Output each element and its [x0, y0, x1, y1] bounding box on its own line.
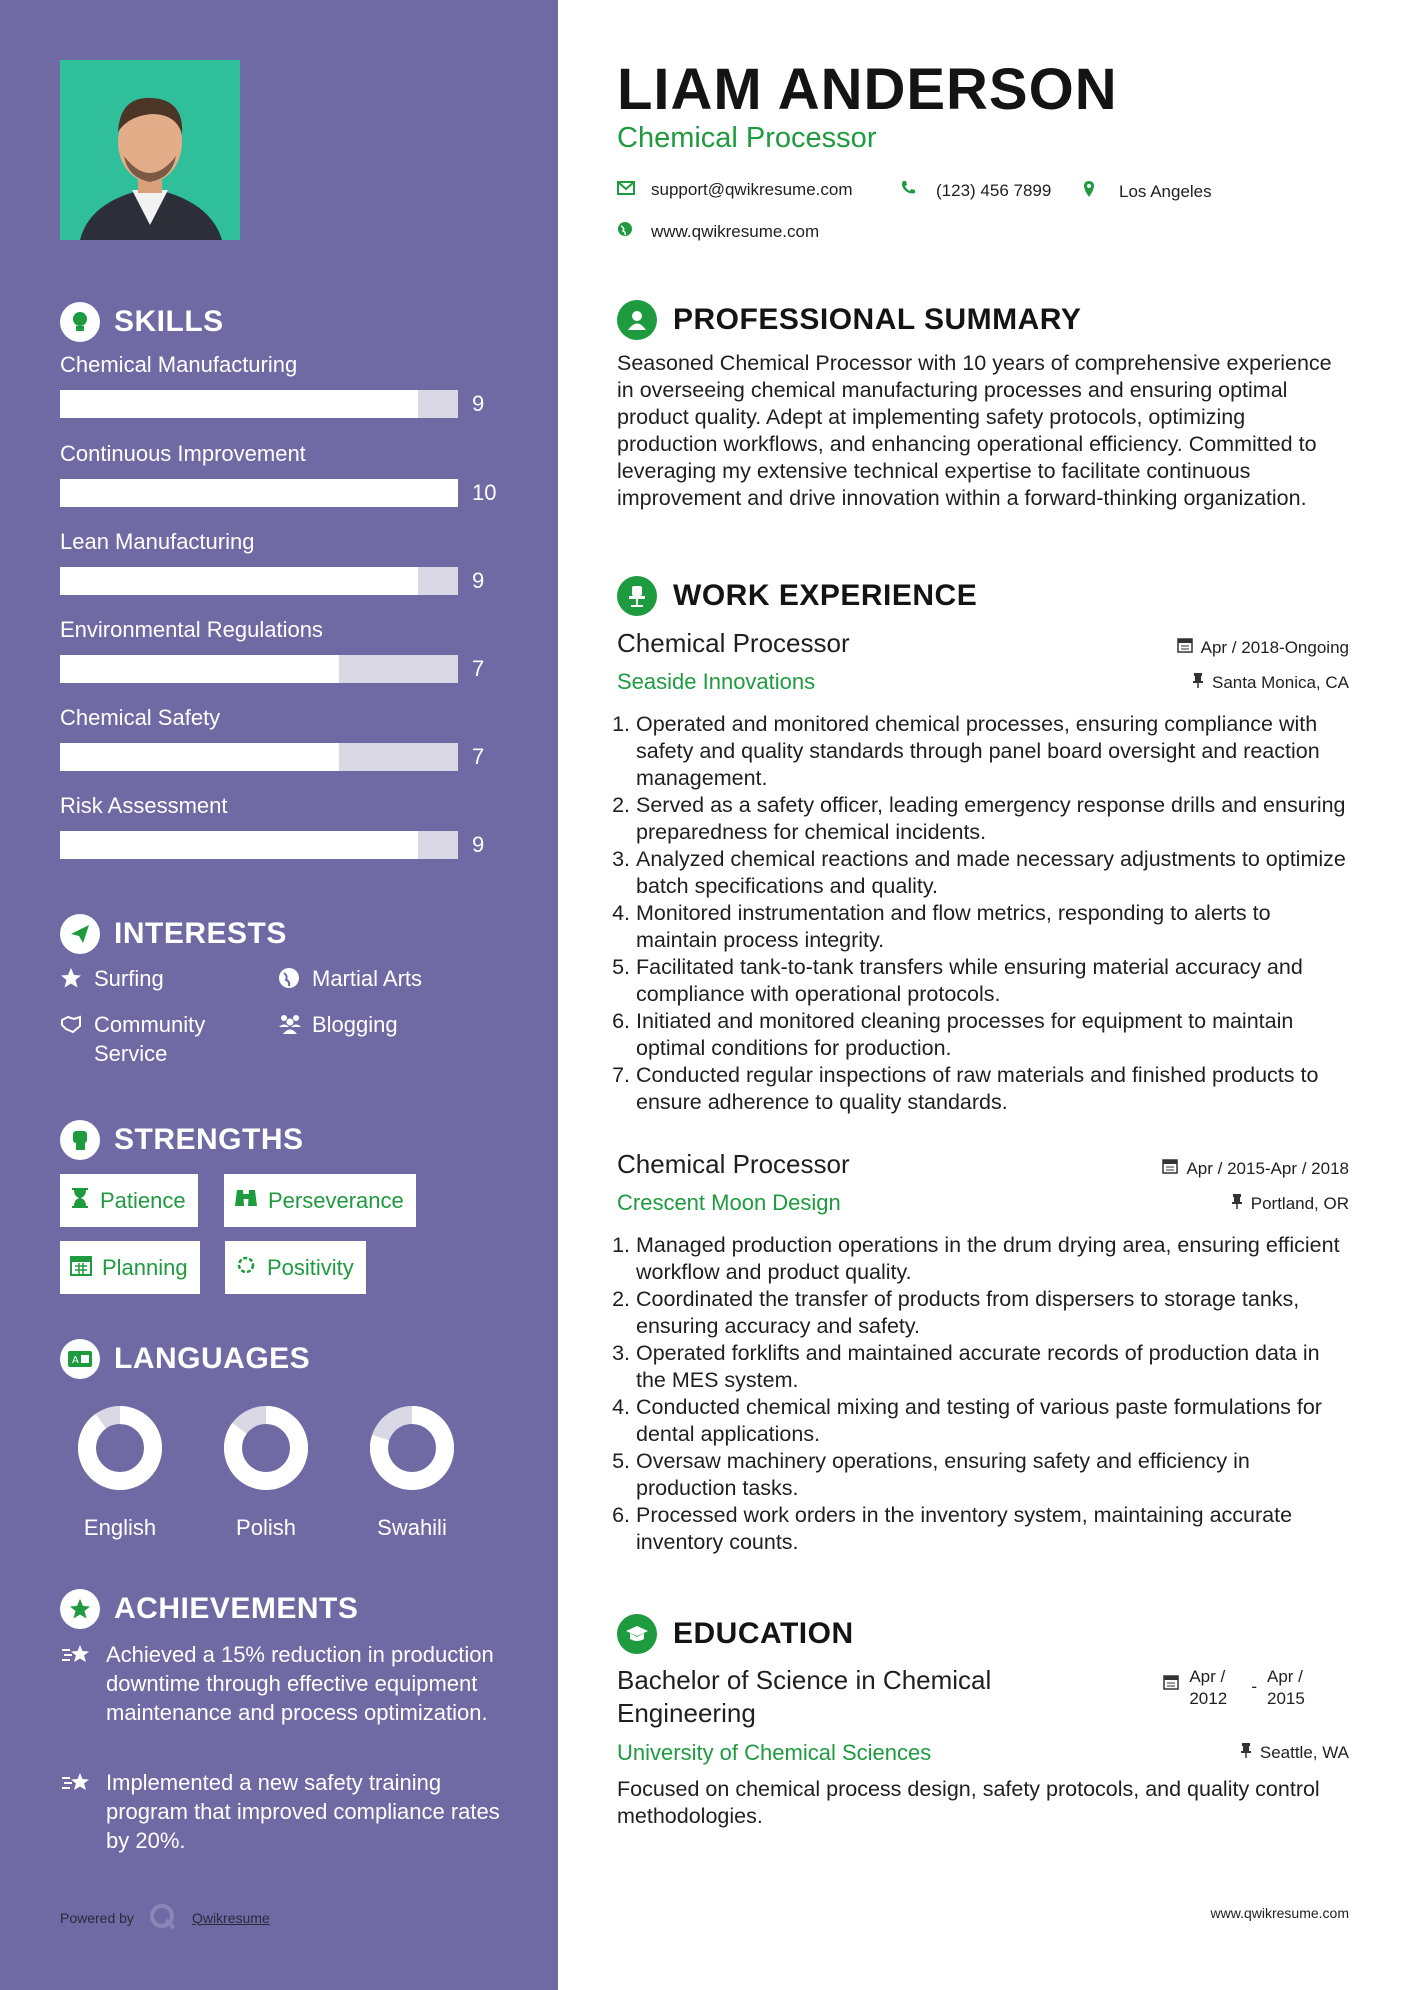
job-dates	[1162, 1158, 1349, 1179]
skills-title: SKILLS	[114, 305, 224, 338]
strength-badge	[60, 1174, 198, 1227]
language-item	[206, 1404, 326, 1541]
main-content	[612, 0, 1349, 1990]
job-bullet: 1. Managed production operations in the drum drying area, ensuring efficient workflow and product quality.	[612, 1233, 1340, 1284]
job-bullet: 5. Oversaw machinery operations, ensuring safety and efficiency in production tasks.	[612, 1449, 1250, 1500]
experience-heading	[617, 576, 977, 616]
skill-bar	[60, 831, 458, 859]
lightbulb-icon	[60, 302, 100, 342]
education-degree: Bachelor of Science in Chemical Engineering	[617, 1665, 992, 1728]
skill-item	[60, 617, 500, 681]
language-donut-fill	[87, 1415, 153, 1481]
contact-location	[1083, 180, 1212, 203]
interest-item	[60, 1010, 260, 1068]
education-end: Apr / 2015	[1267, 1667, 1305, 1708]
job-dates-text: Apr / 2015-Apr / 2018	[1186, 1158, 1349, 1178]
job-bullet: 4. Monitored instrumentation and flow metrics, responding to alerts to maintain process integrity.	[612, 901, 1271, 952]
job-title: Chemical Processor	[617, 1149, 850, 1179]
sun-icon	[235, 1254, 257, 1282]
skill-level: 7	[472, 656, 485, 681]
language-donut	[206, 1404, 326, 1494]
profile-photo-image	[60, 60, 240, 240]
strength-label: Positivity	[267, 1254, 354, 1280]
map-pin-icon	[1083, 180, 1095, 203]
phone-text[interactable]: (123) 456 7899	[936, 180, 1052, 200]
job-bullet: 3. Operated forklifts and maintained accurate records of production data in the MES system.	[612, 1341, 1320, 1392]
skill-name: Continuous Improvement	[60, 441, 306, 466]
skill-level: 10	[472, 480, 497, 505]
skill-bar-fill	[60, 743, 339, 771]
achievement-item	[60, 1768, 500, 1855]
candidate-role: Chemical Processor	[617, 122, 877, 154]
skill-item	[60, 352, 500, 416]
skill-bar	[60, 390, 458, 418]
strength-label: Planning	[102, 1254, 188, 1280]
calendar-icon	[1177, 637, 1193, 658]
shooting-star-icon	[60, 1640, 94, 1727]
powered-by-label: Powered by	[60, 1909, 134, 1926]
experience-title: WORK EXPERIENCE	[673, 579, 978, 612]
skill-name: Chemical Safety	[60, 705, 221, 730]
people-icon	[278, 1010, 302, 1042]
contact-phone	[900, 180, 1051, 201]
summary-text: Seasoned Chemical Processor with 10 years of comprehensive experience in overseeing chemical manufacturing processes and ensuring optimal product quality. Adept at implementing safety protocols, optimizing production workflows, and enhancing operational efficiency. Committed to leveraging my extensive technical expertise to facilitate continuous improvement and drive innovation within a forward-thinking organization.	[617, 351, 1332, 510]
qwikresume-logo-icon	[148, 1902, 178, 1933]
interest-item	[278, 964, 498, 996]
language-name: Swahili	[377, 1515, 447, 1540]
sidebar	[0, 0, 558, 1990]
paper-plane-icon	[60, 914, 100, 954]
skill-level: 9	[472, 568, 485, 593]
phone-icon	[900, 180, 916, 201]
website-text[interactable]: www.qwikresume.com	[651, 221, 820, 241]
date-separator: -	[1251, 1677, 1257, 1696]
languages-title: LANGUAGES	[114, 1342, 311, 1375]
interest-item	[60, 964, 260, 996]
language-icon	[60, 1339, 100, 1379]
skill-item	[60, 529, 500, 593]
strength-label: Patience	[100, 1187, 186, 1213]
interest-label: Community Service	[94, 1012, 206, 1066]
job-location-text: Santa Monica, CA	[1211, 672, 1349, 692]
skill-name: Risk Assessment	[60, 793, 228, 818]
interests-title: INTERESTS	[114, 917, 287, 950]
skill-name: Environmental Regulations	[60, 617, 323, 642]
pushpin-icon	[1231, 1193, 1243, 1214]
strength-badge	[224, 1174, 416, 1227]
achievements-heading	[60, 1589, 358, 1629]
location-text: Los Angeles	[1119, 181, 1212, 201]
skill-bar-fill	[60, 567, 418, 595]
achievement-text: Achieved a 15% reduction in production downtime through effective equipment maintenance and process optimization.	[106, 1642, 494, 1725]
profile-photo	[60, 60, 240, 240]
education-school: University of Chemical Sciences	[617, 1740, 932, 1765]
skill-item	[60, 793, 500, 857]
hourglass-icon	[70, 1187, 90, 1215]
graduation-icon	[617, 1614, 657, 1654]
star-icon	[60, 964, 84, 996]
candidate-name: LIAM ANDERSON	[617, 57, 1118, 122]
job-bullet: 2. Served as a safety officer, leading emergency response drills and ensuring preparedness for chemical incidents.	[612, 793, 1346, 844]
job-dates	[1177, 637, 1349, 658]
job-dates-text: Apr / 2018-Ongoing	[1200, 637, 1349, 657]
job-company: Seaside Innovations	[617, 669, 816, 694]
languages-heading	[60, 1339, 310, 1379]
strengths-title: STRENGTHS	[114, 1123, 304, 1156]
shooting-star-icon	[60, 1768, 94, 1855]
skill-bar-fill	[60, 390, 418, 418]
email-text[interactable]: support@qwikresume.com	[651, 180, 853, 199]
strengths-heading	[60, 1120, 304, 1160]
calendar-icon	[1162, 1158, 1178, 1179]
language-donut	[60, 1404, 180, 1494]
job-company: Crescent Moon Design	[617, 1190, 841, 1215]
job-bullet: 2. Coordinated the transfer of products from dispersers to storage tanks, ensuring accuracy and safety.	[612, 1287, 1300, 1338]
skill-bar	[60, 479, 458, 507]
skill-level: 7	[472, 744, 485, 769]
language-name: Polish	[236, 1515, 296, 1540]
skill-bar	[60, 743, 458, 771]
pushpin-icon	[1240, 1742, 1252, 1763]
job-location	[1231, 1193, 1349, 1214]
calendar-icon	[1163, 1666, 1179, 1710]
skill-bar	[60, 567, 458, 595]
language-name: English	[83, 1515, 157, 1540]
interests-heading	[60, 914, 287, 954]
skills-heading	[60, 302, 224, 342]
powered-by	[60, 1902, 270, 1933]
job-bullet: 4. Conducted chemical mixing and testing of various paste formulations for dental applications.	[612, 1395, 1322, 1446]
job-bullet: 6. Initiated and monitored cleaning processes for equipment to maintain optimal conditions for production.	[612, 1009, 1294, 1060]
handshake-icon	[60, 1010, 84, 1068]
qwikresume-link[interactable]: Qwikresume	[191, 1909, 270, 1926]
calendar-icon	[70, 1254, 92, 1282]
job-title: Chemical Processor	[617, 628, 850, 658]
skill-bar-fill	[60, 831, 418, 859]
pushpin-icon	[1192, 672, 1204, 693]
education-location-text: Seattle, WA	[1259, 1742, 1349, 1762]
contact-website	[617, 221, 819, 242]
skill-bar-fill	[60, 479, 458, 507]
envelope-icon	[617, 180, 635, 200]
skill-level: 9	[472, 832, 485, 857]
job-bullet: 7. Conducted regular inspections of raw materials and finished products to ensure adherence to quality standards.	[612, 1063, 1319, 1114]
globe-icon	[617, 221, 633, 242]
education-start: Apr / 2012	[1189, 1667, 1228, 1708]
education-dates	[1163, 1666, 1319, 1710]
globe-icon	[278, 964, 302, 996]
job-location	[1192, 672, 1349, 693]
skill-bar-fill	[60, 655, 339, 683]
skill-item	[60, 705, 500, 769]
job-bullet: 3. Analyzed chemical reactions and made necessary adjustments to optimize batch specifications and quality.	[612, 847, 1346, 898]
skill-name: Lean Manufacturing	[60, 529, 255, 554]
achievement-item	[60, 1640, 500, 1727]
education-title: EDUCATION	[673, 1617, 854, 1650]
skill-item	[60, 441, 500, 505]
language-item	[352, 1404, 472, 1541]
summary-title: PROFESSIONAL SUMMARY	[673, 303, 1082, 336]
language-donut	[352, 1404, 472, 1494]
strength-badge	[225, 1241, 366, 1294]
binoculars-icon	[234, 1188, 258, 1214]
strength-label: Perseverance	[268, 1187, 404, 1213]
job-location-text: Portland, OR	[1250, 1193, 1349, 1213]
achievement-text: Implemented a new safety training program that improved compliance rates by 20%.	[106, 1770, 500, 1853]
education-location	[1240, 1742, 1349, 1763]
job-bullets	[612, 711, 1349, 1116]
svg-text:A: A	[72, 1355, 79, 1366]
language-item	[60, 1404, 180, 1541]
interest-item	[278, 1010, 498, 1042]
office-chair-icon	[617, 576, 657, 616]
job-bullet: 5. Facilitated tank-to-tank transfers while ensuring material accuracy and compliance with operational protocols.	[612, 955, 1303, 1006]
summary-heading	[617, 300, 1081, 340]
interest-label: Blogging	[312, 1012, 398, 1037]
achievements-title: ACHIEVEMENTS	[114, 1592, 359, 1625]
job-bullet: 6. Processed work orders in the inventory system, maintaining accurate inventory counts.	[612, 1503, 1293, 1554]
education-description: Focused on chemical process design, safety protocols, and quality control methodologies.	[617, 1777, 1320, 1828]
skill-bar	[60, 655, 458, 683]
interest-label: Martial Arts	[312, 966, 423, 991]
interest-label: Surfing	[94, 966, 164, 991]
job-bullets	[612, 1232, 1349, 1556]
contact-email	[617, 180, 853, 200]
education-heading	[617, 1614, 854, 1654]
award-star-icon	[60, 1589, 100, 1629]
user-icon	[617, 300, 657, 340]
fist-icon	[60, 1120, 100, 1160]
strength-badge	[60, 1241, 200, 1294]
skill-name: Chemical Manufacturing	[60, 352, 298, 377]
job-bullet: 1. Operated and monitored chemical processes, ensuring compliance with safety and quality standards through panel board oversight and reaction management.	[612, 712, 1320, 790]
footer-website[interactable]: www.qwikresume.com	[1210, 1905, 1349, 1921]
skill-level: 9	[472, 391, 485, 416]
